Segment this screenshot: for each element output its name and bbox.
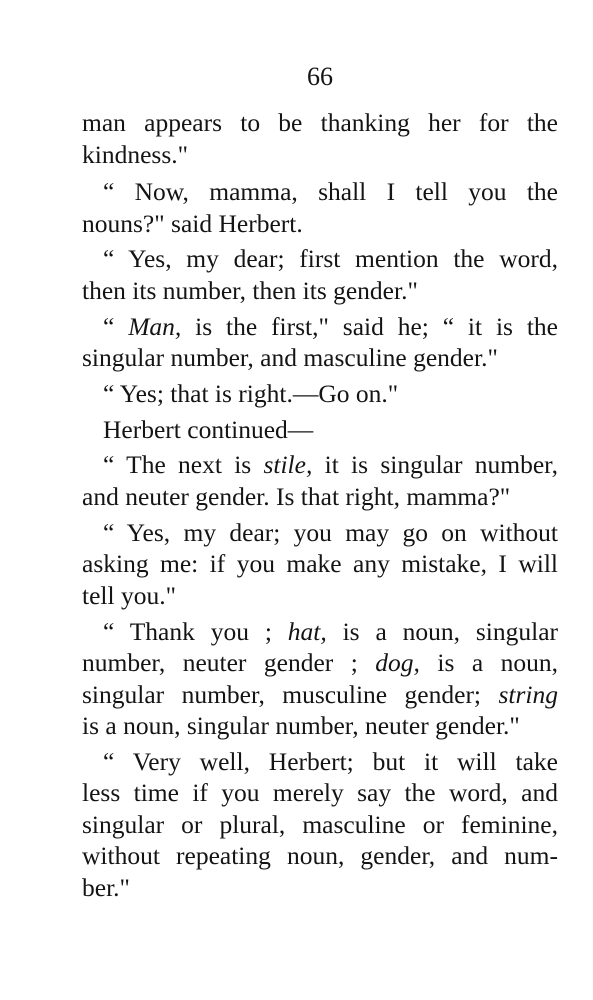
text-line	[82, 777, 558, 809]
italic-word: stile,	[263, 450, 313, 480]
italic-word: dog,	[375, 648, 420, 678]
italic-word: hat,	[287, 616, 327, 646]
text-line	[82, 517, 558, 549]
text-run: is a noun, singular number, neuter gender."	[82, 711, 520, 741]
body-text	[82, 107, 558, 903]
text-line	[82, 176, 558, 208]
text-run: is the first," said he; “ it is the	[181, 311, 558, 341]
text-run: singular number, and masculine gender."	[82, 343, 498, 373]
text-line	[82, 872, 558, 904]
text-run: singular number, musculine gender;	[82, 679, 499, 709]
text-line	[82, 311, 558, 343]
text-run: kindness."	[82, 139, 189, 169]
text-run: then its number, then its gender."	[82, 275, 418, 305]
text-run: Herbert continued—	[103, 414, 314, 444]
text-run: is a noun,	[419, 648, 558, 678]
text-run: “ Thank you ;	[103, 616, 288, 646]
text-run: is a noun, singular	[326, 616, 559, 646]
text-line	[82, 679, 558, 711]
text-line	[82, 710, 558, 742]
text-run: asking me: if you make any mistake, I will	[82, 549, 558, 579]
text-line	[82, 840, 558, 872]
text-line	[82, 616, 558, 648]
text-run: less time if you merely say the word, and	[82, 778, 558, 808]
page-number: 66	[307, 62, 333, 91]
text-line	[82, 208, 558, 240]
text-line	[82, 481, 558, 513]
italic-word: Man,	[128, 311, 182, 341]
text-line	[82, 580, 558, 612]
text-run: without repeating noun, gender, and num-	[82, 841, 558, 871]
text-run: “ Yes; that is right.—Go on."	[103, 378, 399, 408]
text-line	[82, 275, 558, 307]
text-line	[82, 243, 558, 275]
text-line	[82, 342, 558, 374]
text-line	[82, 107, 558, 139]
text-run: “ Yes, my dear; first mention the word,	[103, 244, 558, 274]
text-run: number, neuter gender ;	[82, 648, 376, 678]
text-run: “ Yes, my dear; you may go on without	[103, 517, 558, 547]
text-line	[82, 647, 558, 679]
text-run: “ Now, mamma, shall I tell you the	[103, 177, 558, 206]
text-line	[82, 414, 558, 446]
text-line	[82, 139, 558, 171]
text-run: tell you."	[82, 580, 176, 610]
text-line	[82, 809, 558, 841]
text-run: “	[103, 311, 129, 341]
text-run: and neuter gender. Is that right, mamma?"	[82, 481, 511, 511]
text-run: “ The next is	[103, 450, 264, 480]
text-run: man appears to be thanking her for the	[82, 108, 558, 137]
text-line	[82, 548, 558, 580]
text-run: it is singular number,	[312, 450, 558, 480]
text-line	[82, 746, 558, 778]
text-run: singular or plural, masculine or feminine,	[82, 809, 558, 839]
text-line	[82, 449, 558, 481]
text-run: “ Very well, Herbert; but it will take	[103, 746, 558, 776]
text-line	[82, 378, 558, 410]
text-run: nouns?" said Herbert.	[82, 208, 303, 238]
italic-word: string	[498, 679, 558, 709]
text-run: ber."	[82, 872, 130, 902]
